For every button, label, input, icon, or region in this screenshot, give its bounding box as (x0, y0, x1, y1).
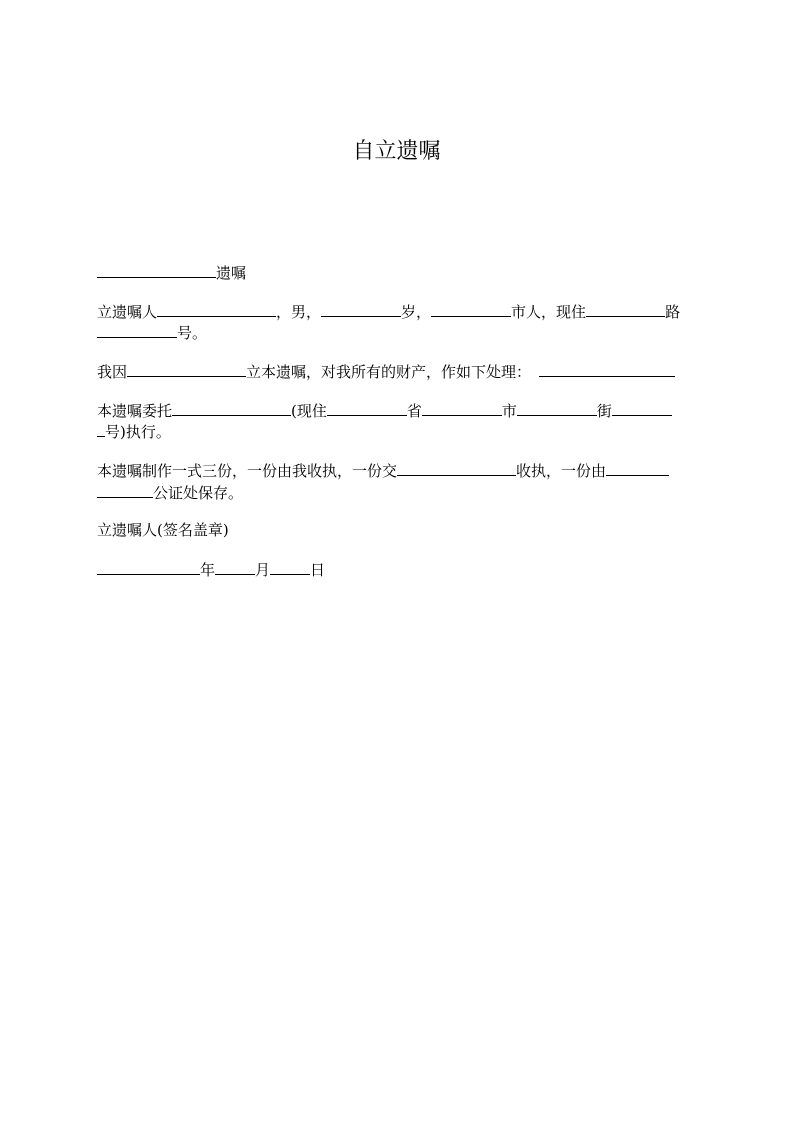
testator-info-line-1 (97, 300, 697, 323)
signature-line (97, 519, 697, 541)
executor-city-blank[interactable] (422, 399, 502, 416)
executor-label: 本遗嘱委托 (97, 402, 173, 420)
testator-label: 立遗嘱人 (97, 303, 158, 321)
reason-line (97, 360, 697, 383)
number-blank[interactable] (97, 321, 177, 338)
executor-line-1 (97, 399, 697, 422)
signature-label: 立遗嘱人(签名盖章) (97, 521, 229, 539)
heading-suffix: 遗嘱 (216, 264, 247, 282)
notary-blank-part1[interactable] (606, 459, 669, 476)
age-suffix: 岁， (401, 303, 432, 321)
will-heading-line (97, 261, 697, 284)
date-line (97, 558, 697, 581)
province-blank[interactable] (327, 399, 407, 416)
street-blank[interactable] (517, 399, 597, 416)
disposition-text: 立本遗嘱，对我所有的财产，作如下处理： (246, 363, 532, 381)
month-label: 月 (255, 561, 271, 579)
executor-number-blank-part1[interactable] (612, 399, 672, 416)
notary-blank-part2[interactable] (97, 481, 153, 498)
document-title: 自立遗嘱 (352, 139, 441, 164)
copies-line-2 (97, 481, 697, 504)
name-blank[interactable] (97, 261, 216, 278)
residence-label: 市人，现住 (511, 303, 587, 321)
testator-name-blank[interactable] (157, 300, 276, 317)
month-blank[interactable] (215, 558, 255, 575)
road-blank[interactable] (586, 300, 665, 317)
testator-info-line-2 (97, 321, 697, 344)
copies-text: 本遗嘱制作一式三份，一份由我收执，一份交 (97, 462, 398, 480)
executor-name-blank[interactable] (172, 399, 291, 416)
reason-label: 我因 (97, 363, 128, 381)
day-label: 日 (310, 561, 326, 579)
holder-blank[interactable] (397, 459, 516, 476)
age-blank[interactable] (321, 300, 401, 317)
province-suffix: 省 (406, 402, 422, 420)
execute-suffix: 号)执行。 (105, 423, 171, 441)
gender-text: ，男， (276, 303, 322, 321)
year-label: 年 (200, 561, 216, 579)
street-suffix: 街 (596, 402, 612, 420)
city-suffix: 市 (501, 402, 517, 420)
holder-suffix: 收执，一份由 (516, 462, 607, 480)
copies-line-1 (97, 459, 697, 482)
executor-residence-label: (现住 (291, 402, 327, 420)
year-blank[interactable] (97, 558, 200, 575)
executor-number-blank-part2[interactable] (97, 420, 105, 437)
road-suffix: 路 (665, 303, 681, 321)
executor-line-2 (97, 420, 697, 443)
day-blank[interactable] (270, 558, 310, 575)
notary-suffix: 公证处保存。 (153, 484, 244, 502)
reason-blank[interactable] (127, 360, 246, 377)
disposition-blank[interactable] (539, 360, 675, 377)
number-suffix: 号。 (177, 324, 208, 342)
city-blank[interactable] (431, 300, 511, 317)
